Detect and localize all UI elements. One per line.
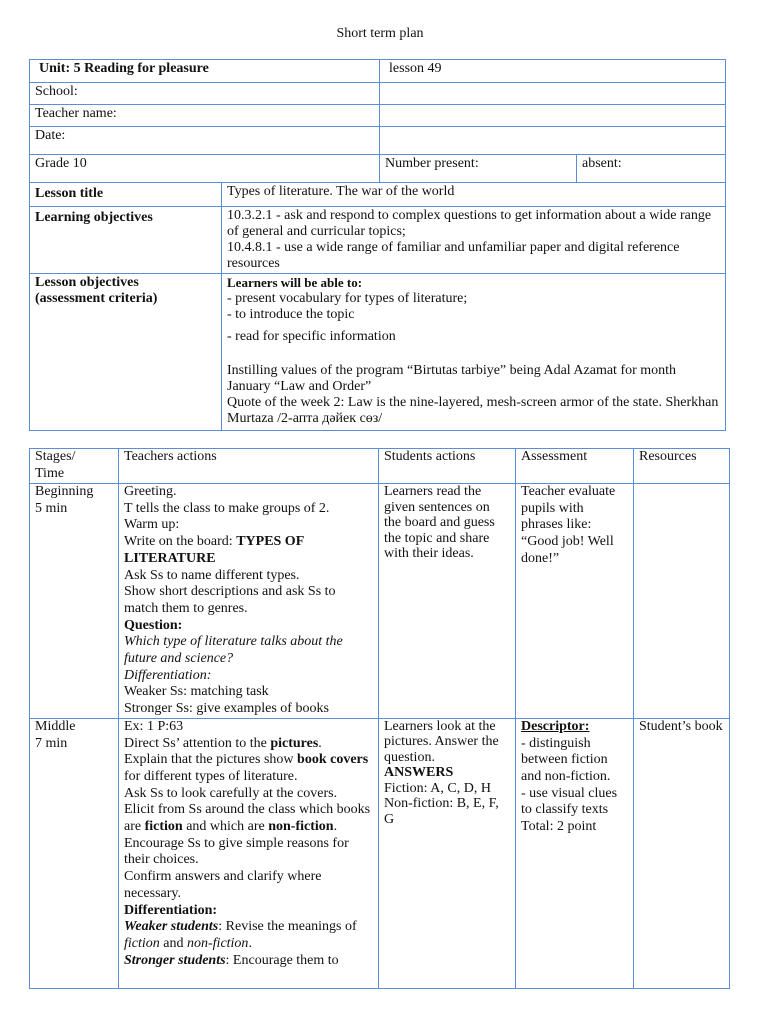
text-span: : Revise the meanings of — [218, 919, 357, 935]
header-stages-time — [30, 449, 119, 484]
text-line: Learners look at the pictures. Answer the question. — [384, 718, 499, 765]
text-line — [124, 534, 373, 567]
text-line: Weaker Ss: matching task — [124, 684, 269, 700]
text-line: “Good job! Well done!” — [521, 534, 614, 566]
stage-time: 5 min — [35, 500, 68, 516]
lesson-objectives-label-line1: Lesson objectives — [35, 275, 139, 290]
header-resources: Resources — [634, 449, 730, 484]
beginning-students-actions: Learners read the given sentences on the board and guess the topic and share with their ideas. — [379, 484, 516, 719]
text-span: fiction — [124, 935, 160, 951]
beginning-teacher-actions — [119, 484, 379, 719]
text-span: Direct Ss’ attention to the — [124, 735, 271, 751]
answers-label: ANSWERS — [384, 765, 454, 781]
text-line: Ask Ss to look carefully at the covers. — [124, 785, 338, 801]
lo-item-1: - present vocabulary for types of literature; — [227, 291, 468, 306]
text-span: Weaker students — [124, 919, 219, 935]
lesson-number-cell: lesson 49 — [380, 60, 726, 83]
text-line: Show short descriptions and ask Ss to match them to genres. — [124, 584, 336, 616]
text-span: fiction — [144, 819, 183, 835]
middle-teacher-actions — [119, 718, 379, 988]
text-line: Fiction: A, C, D, H — [384, 780, 491, 796]
text-span: . — [318, 735, 322, 751]
descriptor-label: Descriptor: — [521, 718, 590, 734]
text-line: Ask Ss to name different types. — [124, 567, 300, 583]
values-text: Instilling values of the program “Birtutas tarbiye” being Adal Azamat for month January “Law and Order” — [227, 363, 677, 394]
lesson-info-table — [29, 59, 726, 431]
learning-objectives-label: Learning objectives — [30, 207, 222, 274]
text-line: Total: 2 point — [521, 819, 597, 835]
stages-table — [29, 448, 730, 989]
text-span: Write on the board: — [124, 534, 237, 550]
beginning-resources — [634, 484, 730, 719]
header-teachers-actions: Teachers actions — [119, 449, 379, 484]
text-line — [124, 736, 373, 753]
beginning-assessment — [516, 484, 634, 719]
lo-item-3: - read for specific information — [227, 329, 396, 344]
differentiation-label: Differentiation: — [124, 667, 212, 683]
header-assessment: Assessment — [516, 449, 634, 484]
text-line: T tells the class to make groups of 2. — [124, 500, 330, 516]
text-span: non-fiction — [268, 819, 334, 835]
date-label: Date: — [30, 127, 380, 155]
table-row — [30, 718, 730, 988]
text-span: for different types of literature. — [124, 768, 298, 784]
unit-cell: Unit: 5 Reading for pleasure — [30, 60, 380, 83]
text-span: Explain that the pictures show — [124, 752, 298, 768]
question-label: Question: — [124, 617, 183, 633]
text-line: Greeting. — [124, 484, 177, 499]
text-line: - use visual clues to classify texts — [521, 785, 618, 818]
stage-time: 7 min — [35, 735, 68, 751]
lesson-objectives-label-line2: (assessment criteria) — [35, 291, 158, 306]
text-span: pictures — [270, 735, 319, 751]
grade-cell: Grade 10 — [30, 155, 380, 183]
text-span: : Encourage them to — [225, 952, 339, 968]
lo-heading: Learners will be able to: — [227, 275, 363, 290]
quote-text: Quote of the week 2: Law is the nine-layered, mesh-screen armor of the state. Sherkhan Murtaza /2-апта дәйек сөз/ — [227, 395, 719, 426]
header-stages: Stages/ — [35, 449, 76, 464]
text-span: . — [248, 935, 252, 951]
stage-name: Middle — [35, 718, 76, 734]
text-line — [124, 953, 373, 970]
lesson-title-label: Lesson title — [30, 183, 222, 207]
middle-assessment — [516, 718, 634, 988]
text-span: Elicit from Ss around the class which books are — [124, 802, 371, 835]
text-line — [124, 919, 373, 952]
lesson-title-value: Types of literature. The war of the world — [222, 183, 726, 207]
text-line: Encourage Ss to give simple reasons for their choices. — [124, 835, 349, 868]
beginning-stage — [30, 484, 119, 719]
lesson-objectives-value — [222, 274, 726, 431]
text-span: and which are — [182, 819, 269, 835]
date-value — [380, 127, 726, 155]
text-line: Warm up: — [124, 517, 180, 533]
lo-item-2: - to introduce the topic — [227, 307, 355, 322]
learning-objectives-value — [222, 207, 726, 274]
text-line: Non-fiction: B, E, F, G — [384, 796, 499, 827]
text-line: Stronger Ss: give examples of books — [124, 701, 329, 717]
text-line: - distinguish between fiction and non-fiction. — [521, 735, 611, 784]
school-value — [380, 83, 726, 105]
page-title: Short term plan — [336, 26, 424, 41]
text-line — [124, 752, 373, 785]
header-students-actions: Students actions — [379, 449, 516, 484]
number-present-label: Number present: — [380, 155, 577, 183]
teacher-name-label: Teacher name: — [30, 105, 380, 127]
text-line: Ex: 1 P:63 — [124, 718, 184, 734]
text-line: Teacher evaluate pupils with phrases like: — [521, 484, 616, 533]
text-line — [124, 802, 373, 835]
differentiation-label: Differentiation: — [124, 902, 218, 918]
text-span: Stronger students — [124, 952, 226, 968]
learning-objective-2: 10.4.8.1 - use a wide range of familiar and unfamiliar paper and digital reference resources — [227, 240, 680, 271]
text-line: Confirm answers and clarify where necessary. — [124, 869, 322, 901]
absent-label: absent: — [577, 155, 726, 183]
board-text: TYPES OF LITERATURE — [124, 534, 304, 566]
stage-name: Beginning — [35, 484, 94, 499]
school-label: School: — [30, 83, 380, 105]
text-span: and — [159, 935, 187, 951]
table-row — [30, 484, 730, 719]
lesson-objectives-label — [30, 274, 222, 431]
question-text: Which type of literature talks about the future and science? — [124, 634, 343, 667]
text-span: book covers — [297, 752, 369, 768]
middle-students-actions — [379, 718, 516, 988]
text-span: non-fiction — [187, 935, 249, 951]
text-span: . — [333, 819, 338, 835]
header-time: Time — [35, 465, 65, 481]
middle-stage — [30, 718, 119, 988]
learning-objective-1: 10.3.2.1 - ask and respond to complex questions to get information about a wide range of general and curricular topics; — [227, 208, 712, 239]
teacher-name-value — [380, 105, 726, 127]
middle-resources: Student’s book — [634, 718, 730, 988]
